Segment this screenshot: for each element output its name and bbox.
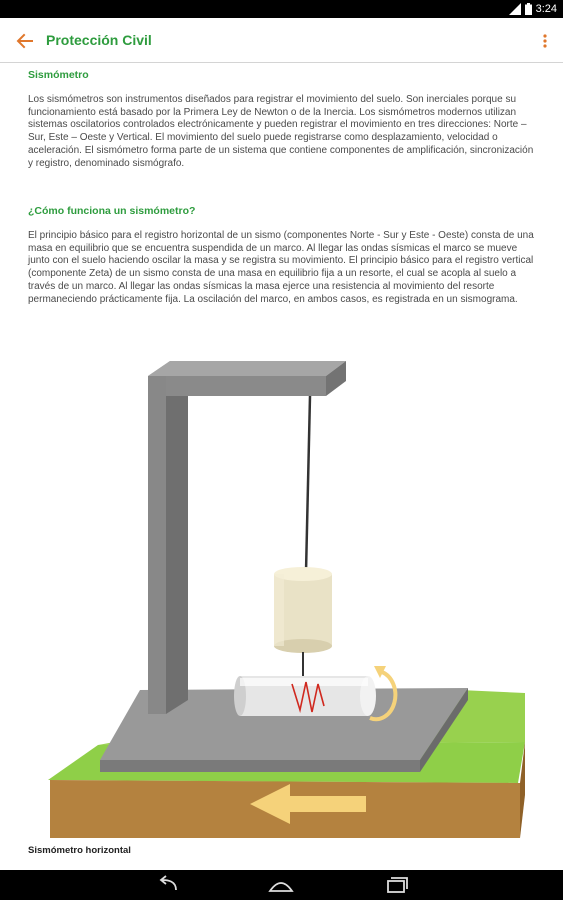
status-bar <box>0 0 563 18</box>
nav-recents-button[interactable] <box>384 875 410 895</box>
status-time: 3:24 <box>535 3 557 15</box>
nav-back-button[interactable] <box>156 875 182 895</box>
section-title-como-funciona: ¿Cómo funciona un sismómetro? <box>28 205 196 217</box>
arrow-back-icon <box>14 30 36 52</box>
section-text-sismometro: Los sismómetros son instrumentos diseñados para registrar el movimiento del suelo. Son inerciales porque su funcionamiento está basado por la Primera Ley de Newton o de la Inercia. Los sismómetros modernos utilizan sistemas oscilatorios controlados electrónicamente y pueden registrar el movimiento en tres direcciones: Norte – Sur, Este – Oeste y Vertical. El movimiento del suelo puede registrarse como desplazamiento, velocidad o aceleración. El sismómetro forma parte de un sistema que contiene componentes de amplificación, sincronización y registro, denominado sismógrafo. <box>28 94 534 169</box>
nav-back-icon <box>156 875 182 895</box>
signal-icon <box>509 3 521 15</box>
back-button[interactable] <box>14 30 36 52</box>
section-text-como-funciona: El principio básico para el registro horizontal de un sismo (componentes Norte - Sur y Este - Oeste) consta de una masa en equilibrio que se encuentra suspendida de un marco. Al llegar las ondas sísmicas el marco se mueve junto con el suelo haciendo oscilar la masa y se registra su movimiento. El principio básico para el registro vertical (componente Zeta) de un sismo consta de una masa en equilibrio fija a un resorte, el cual se acopla al suelo a través de un marco. Al llegar las ondas sísmicas la masa ejerce una resistencia al movimiento del resorte permaneciendo prácticamente fija. La oscilación del marco, en ambos casos, es registrada en un sismograma. <box>28 230 534 305</box>
battery-icon <box>525 3 532 15</box>
suspension-wire <box>306 396 310 572</box>
nav-recents-icon <box>384 875 410 895</box>
section-title-sismometro: Sismómetro <box>28 69 89 81</box>
page-title: Protección Civil <box>46 32 152 48</box>
more-vert-icon <box>541 32 549 50</box>
overflow-menu-button[interactable] <box>541 32 549 50</box>
frame <box>148 361 346 714</box>
nav-home-button[interactable] <box>268 875 294 895</box>
mass-cylinder <box>274 567 332 653</box>
seismometer-illustration <box>0 340 563 845</box>
recording-drum <box>234 676 376 716</box>
nav-home-icon <box>268 875 294 895</box>
navigation-bar <box>0 870 563 900</box>
figure-caption: Sismómetro horizontal <box>28 845 131 856</box>
app-bar <box>0 18 563 63</box>
status-icons <box>509 2 557 16</box>
